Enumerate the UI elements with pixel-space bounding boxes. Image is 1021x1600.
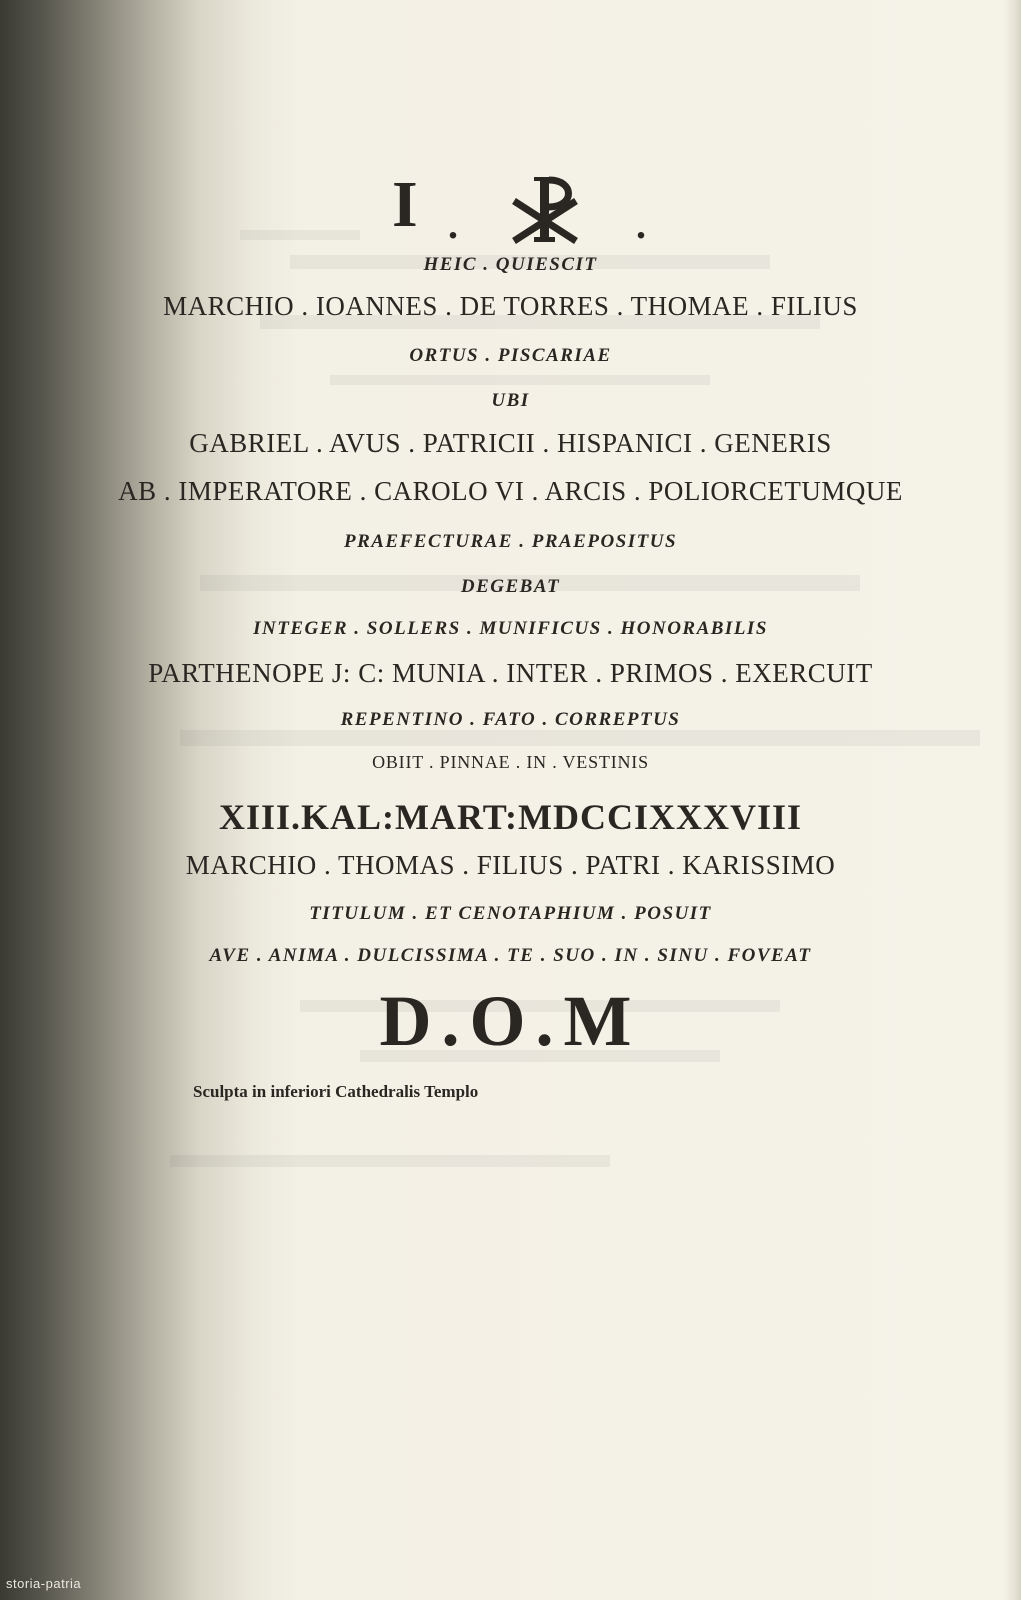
inscription-line-degebat: DEGEBAT (460, 576, 561, 597)
inscription-line-ave-anima: AVE . ANIMA . DULCISSIMA . TE . SUO . IN . SINU . FOVEAT (209, 945, 812, 966)
inscription-line-marchio-thomas: MARCHIO . THOMAS . FILIUS . PATRI . KARISSIMO (185, 850, 836, 880)
header-letter: I (392, 168, 418, 241)
inscription-date: XIII.KAL:MART:MDCCIXXXVIII (218, 797, 803, 837)
inscription-line-parthenope: PARTHENOPE J: C: MUNIA . INTER . PRIMOS . EXERCUIT (148, 658, 873, 688)
inscription-line-titulum: TITULUM . ET CENOTAPHIUM . POSUIT (309, 903, 712, 924)
inscription-line-ortus: ORTUS . PISCARIAE (409, 345, 612, 366)
header-dot-left: . (448, 202, 458, 247)
watermark: storia-patria (6, 1576, 82, 1591)
header-dot-right: . (636, 202, 646, 247)
inscription-line-marchio-ioannes: MARCHIO . IOANNES . DE TORRES . THOMAE . FILIUS (163, 291, 858, 321)
inscription-dom: D.O.M (379, 981, 642, 1061)
inscription-line-heic-quiescit: HEIC . QUIESCIT (423, 254, 598, 275)
inscription-line-imperatore: AB . IMPERATORE . CAROLO VI . ARCIS . POLIORCETUMQUE (118, 476, 903, 506)
inscription-line-ubi: UBI (491, 390, 530, 411)
inscription-line-gabriel: GABRIEL . AVUS . PATRICII . HISPANICI . GENERIS (189, 428, 832, 458)
inscription-line-obiit: OBIIT . PINNAE . IN . VESTINIS (372, 752, 649, 772)
inscription-line-repentino: REPENTINO . FATO . CORREPTUS (340, 709, 681, 730)
inscription-line-praefecturae: PRAEFECTURAE . PRAEPOSITUS (343, 531, 678, 552)
inscription-line-integer: INTEGER . SOLLERS . MUNIFICUS . HONORABILIS (253, 618, 768, 639)
chi-rho-icon (500, 175, 590, 245)
footnote: Sculpta in inferiori Cathedralis Templo (193, 1082, 479, 1101)
